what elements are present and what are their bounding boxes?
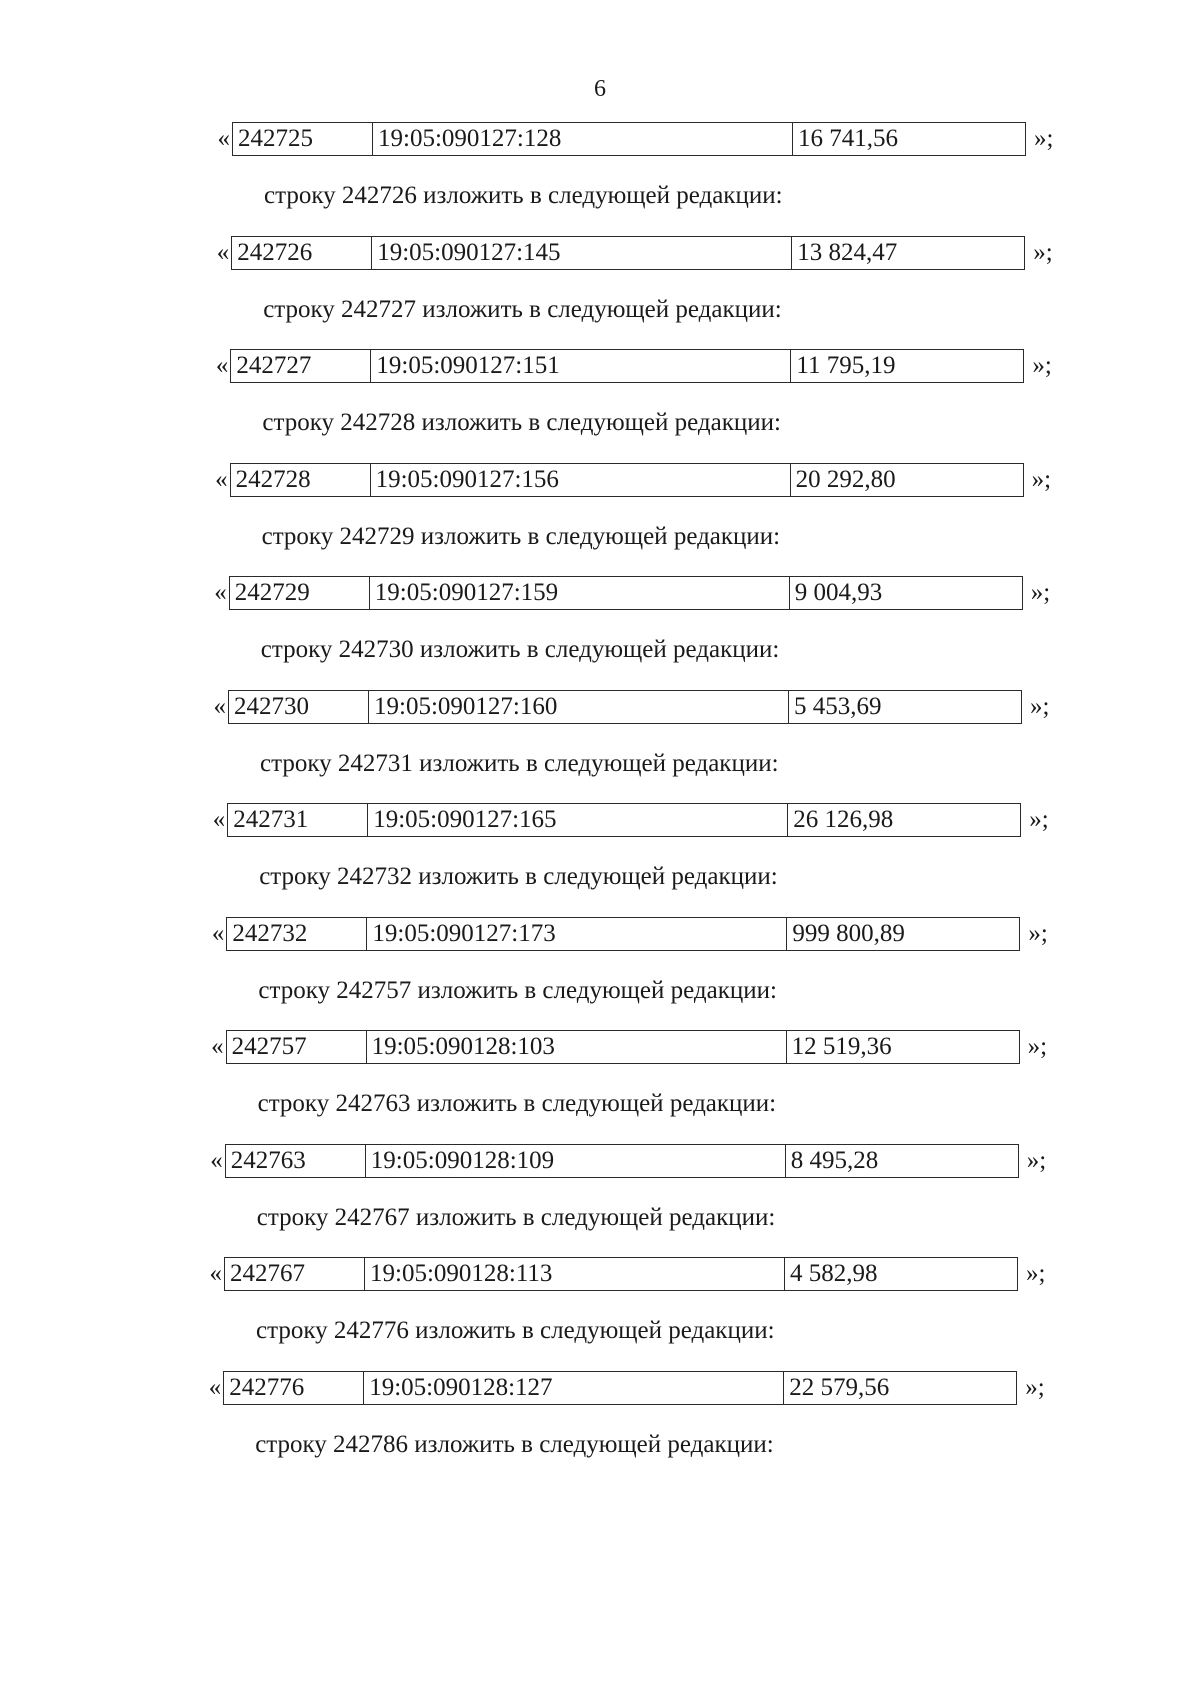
table-row bbox=[206, 1030, 1047, 1064]
row-cells bbox=[228, 690, 1022, 724]
opening-quote: « bbox=[208, 1373, 222, 1401]
amendment-instruction: строку 242731 изложить в следующей редакции: bbox=[260, 749, 779, 777]
row-cells bbox=[229, 576, 1023, 610]
row-cells bbox=[227, 803, 1021, 837]
closing-quote: »; bbox=[1026, 1146, 1047, 1174]
table-row bbox=[212, 122, 1053, 156]
table-row bbox=[204, 1257, 1045, 1291]
opening-quote: « bbox=[211, 1033, 224, 1060]
cadastral-number-cell: 19:05:090128:109 bbox=[366, 1145, 786, 1177]
opening-quote: « bbox=[214, 579, 227, 606]
amendment-instruction: строку 242786 изложить в следующей редакции: bbox=[255, 1430, 774, 1458]
row-number-cell: 242776 bbox=[224, 1372, 364, 1404]
row-cells bbox=[225, 1144, 1019, 1178]
row-number-cell: 242731 bbox=[228, 804, 368, 836]
opening-quote: « bbox=[215, 352, 229, 379]
row-number-cell: 242732 bbox=[227, 918, 367, 950]
row-cells bbox=[223, 1371, 1017, 1405]
closing-quote: »; bbox=[1028, 919, 1048, 947]
row-cells bbox=[232, 122, 1026, 156]
amendment-instruction: строку 242776 изложить в следующей редакции: bbox=[256, 1317, 775, 1344]
opening-quote: « bbox=[210, 1146, 223, 1174]
amendment-instruction: строку 242732 изложить в следующей редакции: bbox=[259, 863, 778, 890]
value-cell: 16 741,56 bbox=[798, 125, 898, 152]
value-cell: 12 519,36 bbox=[791, 1033, 892, 1060]
value-cell: 9 004,93 bbox=[794, 579, 883, 606]
table-row bbox=[206, 917, 1047, 951]
opening-quote: « bbox=[215, 465, 228, 493]
row-number-cell: 242726 bbox=[232, 237, 372, 269]
cadastral-number-cell: 19:05:090127:145 bbox=[372, 237, 792, 269]
row-cells bbox=[231, 236, 1025, 270]
row-cells bbox=[226, 1030, 1020, 1064]
row-number-cell: 242757 bbox=[227, 1031, 367, 1063]
row-cells bbox=[226, 917, 1020, 951]
opening-quote: « bbox=[209, 1260, 222, 1287]
amendment-instruction: строку 242726 изложить в следующей редакции: bbox=[264, 182, 783, 209]
closing-quote: »; bbox=[1032, 352, 1052, 379]
cadastral-number-cell: 19:05:090128:127 bbox=[364, 1372, 784, 1404]
closing-quote: »; bbox=[1034, 125, 1054, 152]
page-number: 6 bbox=[594, 76, 606, 102]
table-row bbox=[203, 1371, 1044, 1405]
closing-quote: »; bbox=[1029, 806, 1049, 833]
row-number-cell: 242767 bbox=[225, 1258, 365, 1290]
opening-quote: « bbox=[212, 806, 226, 833]
amendment-instruction: строку 242767 изложить в следующей редакции: bbox=[256, 1203, 776, 1231]
cadastral-number-cell: 19:05:090127:165 bbox=[368, 804, 788, 836]
closing-quote: »; bbox=[1030, 692, 1050, 720]
amendment-instruction: строку 242763 изложить в следующей редакции: bbox=[257, 1090, 777, 1117]
cadastral-number-cell: 19:05:090127:156 bbox=[371, 464, 791, 496]
opening-quote: « bbox=[213, 692, 226, 720]
closing-quote: »; bbox=[1026, 1260, 1046, 1287]
value-cell: 999 800,89 bbox=[792, 919, 905, 947]
closing-quote: »; bbox=[1027, 1033, 1048, 1060]
opening-quote: « bbox=[217, 125, 230, 152]
cadastral-number-cell: 19:05:090127:151 bbox=[371, 350, 791, 382]
row-number-cell: 242763 bbox=[226, 1145, 366, 1177]
row-number-cell: 242728 bbox=[231, 464, 371, 496]
cadastral-number-cell: 19:05:090127:173 bbox=[367, 918, 787, 950]
table-row bbox=[208, 690, 1049, 724]
row-cells bbox=[230, 463, 1024, 497]
value-cell: 20 292,80 bbox=[795, 465, 896, 493]
row-number-cell: 242725 bbox=[233, 123, 373, 155]
value-cell: 13 824,47 bbox=[797, 238, 898, 266]
closing-quote: »; bbox=[1030, 579, 1051, 606]
row-number-cell: 242729 bbox=[230, 577, 370, 609]
opening-quote: « bbox=[211, 919, 225, 947]
value-cell: 26 126,98 bbox=[793, 806, 894, 833]
cadastral-number-cell: 19:05:090128:103 bbox=[367, 1031, 787, 1063]
amendment-instruction: строку 242730 изложить в следующей редакции: bbox=[260, 636, 780, 663]
table-row bbox=[211, 236, 1052, 270]
row-cells bbox=[224, 1257, 1018, 1291]
amendment-instruction: строку 242728 изложить в следующей редакции: bbox=[262, 409, 781, 436]
cadastral-number-cell: 19:05:090127:160 bbox=[369, 691, 789, 723]
cadastral-number-cell: 19:05:090128:113 bbox=[365, 1258, 785, 1290]
value-cell: 22 579,56 bbox=[789, 1373, 890, 1401]
row-number-cell: 242730 bbox=[229, 691, 369, 723]
value-cell: 11 795,19 bbox=[796, 352, 896, 379]
row-number-cell: 242727 bbox=[231, 350, 371, 382]
amendment-instruction: строку 242729 изложить в следующей редакции: bbox=[261, 522, 781, 550]
value-cell: 8 495,28 bbox=[790, 1146, 879, 1174]
table-row bbox=[207, 803, 1048, 837]
closing-quote: »; bbox=[1033, 238, 1053, 266]
table-row bbox=[209, 576, 1050, 610]
table-row bbox=[210, 349, 1051, 383]
closing-quote: »; bbox=[1025, 1373, 1045, 1401]
cadastral-number-cell: 19:05:090127:128 bbox=[373, 123, 793, 155]
amendment-instruction: строку 242727 изложить в следующей редакции: bbox=[263, 295, 782, 323]
value-cell: 5 453,69 bbox=[794, 692, 882, 720]
amendment-instruction: строку 242757 изложить в следующей редакции: bbox=[258, 976, 777, 1004]
cadastral-number-cell: 19:05:090127:159 bbox=[370, 577, 790, 609]
closing-quote: »; bbox=[1031, 465, 1052, 493]
value-cell: 4 582,98 bbox=[790, 1260, 878, 1287]
opening-quote: « bbox=[216, 238, 230, 266]
row-cells bbox=[230, 349, 1024, 383]
table-row bbox=[210, 463, 1051, 497]
table-row bbox=[205, 1144, 1046, 1178]
